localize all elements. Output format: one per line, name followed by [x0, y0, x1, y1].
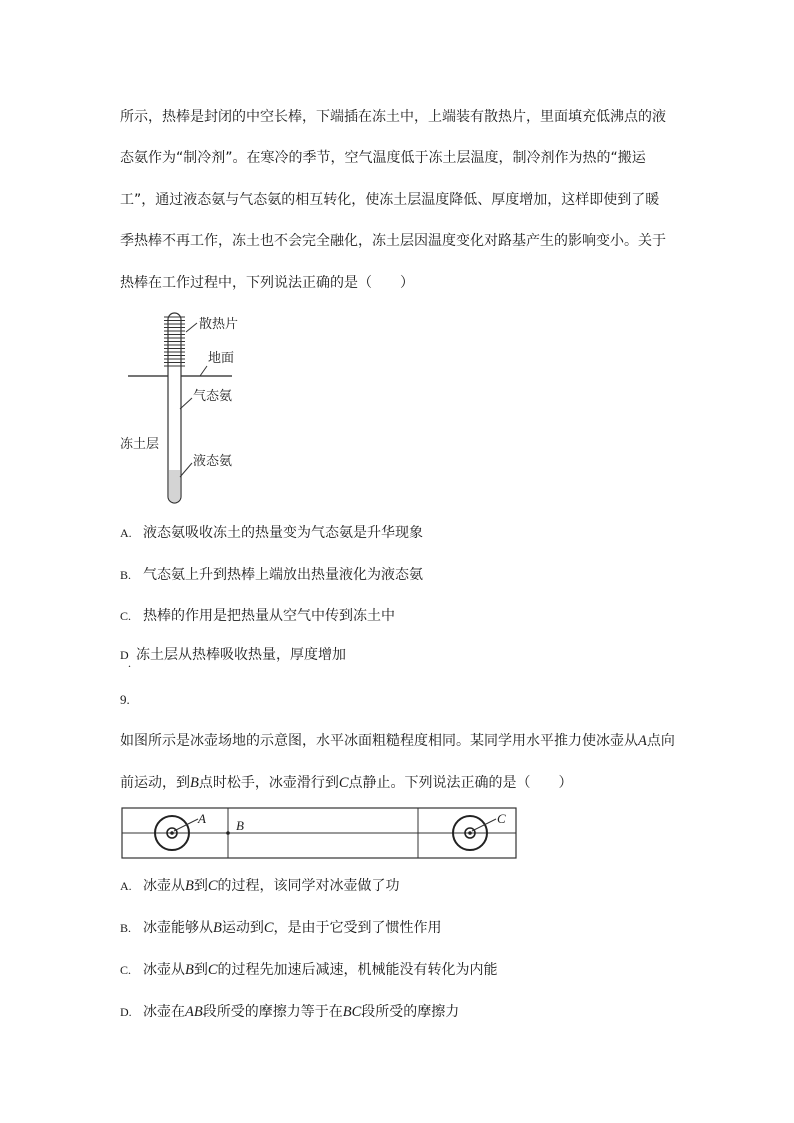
point-letter: C [338, 775, 349, 791]
label-gas-ammonia: 气态氨 [193, 389, 233, 404]
option-text: 段所受的摩擦力 [361, 1004, 460, 1020]
option-label: D. [120, 1005, 132, 1019]
q8-option-a [120, 523, 423, 543]
option-text: 冰壶能够从 [143, 920, 213, 936]
q9-stem-line-1 [120, 731, 675, 751]
option-text: ，是由于它受到了惯性作用 [273, 920, 442, 936]
q8-option-c [120, 606, 395, 626]
option-d-label-dot: . [128, 656, 131, 670]
q8-stem-line-5: 热棒在工作过程中，下列说法正确的是（ ） [120, 275, 414, 291]
heat-rod-figure [110, 305, 270, 510]
q9-number [120, 690, 130, 710]
label-liquid-ammonia: 液态氨 [193, 454, 233, 469]
option-text: 段所受的摩擦力等于在 [202, 1004, 343, 1020]
option-text: 冰壶在 [143, 1004, 185, 1020]
label-b: B [236, 818, 244, 833]
q9-option-d [120, 1002, 459, 1022]
option-text: 的过程，该同学对冰壶做了功 [217, 878, 400, 894]
label-fins: 散热片 [199, 317, 239, 332]
q8-option-b [120, 565, 423, 585]
label-frozen-soil: 冻土层 [120, 437, 160, 452]
point-letter: B [185, 962, 194, 978]
option-text: 到 [193, 962, 208, 978]
point-letter: B [213, 920, 222, 936]
curling-rink-figure [118, 804, 520, 862]
stem-text: 如图所示是冰壶场地的示意图，水平冰面粗糙程度相同。某同学用水平推力使冰壶从 [120, 733, 638, 749]
q9-option-b [120, 918, 442, 938]
point-b-dot [226, 831, 230, 835]
option-text: 冻土层从热棒吸收热量，厚度增加 [136, 647, 346, 663]
segment-letters: AB [185, 1004, 203, 1020]
option-label: C. [120, 963, 132, 977]
option-label: A. [120, 879, 132, 893]
q8-stem-line-3: 工”，通过液态氨与气态氨的相互转化，使冻土层温度降低、厚度增加，这样即使到了暖 [120, 192, 660, 208]
point-letter: B [185, 878, 194, 894]
point-letter: C [207, 962, 218, 978]
option-text: 冰壶从 [143, 878, 185, 894]
option-label: B. [120, 921, 132, 935]
option-text: 气态氨上升到热棒上端放出热量液化为液态氨 [143, 567, 423, 583]
option-text: 冰壶从 [143, 962, 185, 978]
point-letter: C [263, 920, 274, 936]
q8-stem-line-2: 态氨作为“制冷剂”。在寒冷的季节，空气温度低于冻土层温度，制冷剂作为热的“搬运 [120, 150, 646, 166]
label-c: C [497, 811, 506, 826]
stem-text: 点向 [646, 733, 675, 749]
q9-stem-line-2 [120, 773, 573, 793]
label-ground: 地面 [208, 351, 235, 366]
stem-text: 点时松手，冰壶滑行到 [198, 775, 339, 791]
q8-stem-line-4: 季热棒不再工作，冻土也不会完全融化，冻土层因温度变化对路基产生的影响变小。关于 [120, 233, 666, 249]
option-text: 的过程先加速后减速，机械能没有转化为内能 [217, 962, 498, 978]
q9-option-a [120, 876, 400, 896]
label-a: A [198, 811, 206, 826]
option-label: C. [120, 609, 132, 623]
option-text: 液态氨吸收冻土的热量变为气态氨是升华现象 [143, 525, 423, 541]
option-text: 到 [193, 878, 208, 894]
option-label: A. [120, 526, 132, 540]
q9-option-c [120, 960, 498, 980]
heat-sink-fins [164, 317, 185, 366]
option-text: 热棒的作用是把热量从空气中传到冻土中 [143, 608, 395, 624]
point-letter: C [207, 878, 218, 894]
stem-text: 前运动，到 [120, 775, 190, 791]
stem-text: 点静止。下列说法正确的是（ ） [348, 775, 573, 791]
option-label: B. [120, 568, 132, 582]
liquid-ammonia-fill [169, 470, 181, 502]
option-text: 运动到 [221, 920, 264, 936]
option-label: D [120, 648, 129, 662]
question-number: 9. [120, 692, 130, 707]
point-letter: A [638, 733, 647, 749]
q8-option-d [120, 645, 346, 665]
segment-letters: BC [342, 1004, 362, 1020]
q8-stem-line-1: 所示，热棒是封闭的中空长棒，下端插在冻土中，上端装有散热片，里面填充低沸点的液 [120, 109, 666, 125]
point-letter: B [190, 775, 199, 791]
